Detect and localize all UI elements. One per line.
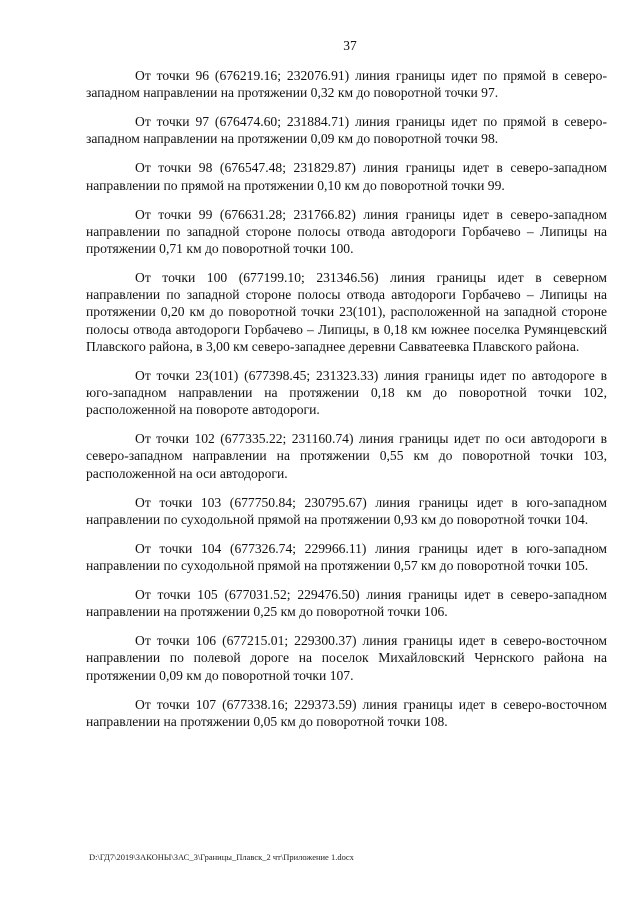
paragraph-point-106: От точки 106 (677215.01; 229300.37) линия границы идет в северо-восточном направлении по полевой дороге на поселок Михайловский Чернского района на протяжении 0,09 км до поворотной точки 107. xyxy=(86,633,607,683)
paragraph-point-102: От точки 102 (677335.22; 231160.74) линия границы идет по оси автодороги в северо-западном направлении на протяжении 0,55 км до поворотной точки 103, расположенной на оси автодороги. xyxy=(86,431,607,481)
paragraph-point-100: От точки 100 (677199.10; 231346.56) линия границы идет в северном направлении по западной стороне полосы отвода автодороги Горбачево – Липицы на протяжении 0,20 км до поворотной точки 23(101), расположенной на западной стороне полосы отвода автодороги Горбачево – Липицы, в 0,18 км южнее поселка Румянцевский Плавского района, в 3,00 км северо-западнее деревни Савватеевка Плавского района. xyxy=(86,270,607,354)
paragraph-point-97: От точки 97 (676474.60; 231884.71) линия границы идет по прямой в северо-западном направлении на протяжении 0,09 км до поворотной точки 98. xyxy=(86,114,607,147)
paragraph-point-99: От точки 99 (676631.28; 231766.82) линия границы идет в северо-западном направлении по западной стороне полосы отвода автодороги Горбачево – Липицы на протяжении 0,71 км до поворотной точки 100. xyxy=(86,206,607,257)
page-number: 37 xyxy=(343,38,357,53)
document-body xyxy=(86,67,607,742)
footer-file-path: D:\ГД7\2019\ЗАКОНЫ\ЗАС_3\Границы_Плавск_2 чт\Приложение 1.docx xyxy=(89,852,354,862)
paragraph-point-96: От точки 96 (676219.16; 232076.91) линия границы идет по прямой в северо-западном направлении на протяжении 0,32 км до поворотной точки 97. xyxy=(86,68,607,101)
paragraph-point-104: От точки 104 (677326.74; 229966.11) линия границы идет в юго-западном направлении по суходольной прямой на протяжении 0,57 км до поворотной точки 105. xyxy=(86,540,607,574)
paragraph-point-103: От точки 103 (677750.84; 230795.67) линия границы идет в юго-западном направлении по суходольной прямой на протяжении 0,93 км до поворотной точки 104. xyxy=(86,494,607,527)
paragraph-point-107: От точки 107 (677338.16; 229373.59) линия границы идет в северо-восточном направлении на протяжении 0,05 км до поворотной точки 108. xyxy=(86,696,607,729)
paragraph-point-105: От точки 105 (677031.52; 229476.50) линия границы идет в северо-западном направлении на протяжении 0,25 км до поворотной точки 106. xyxy=(86,587,607,620)
paragraph-point-98: От точки 98 (676547.48; 231829.87) линия границы идет в северо-западном направлении по прямой на протяжении 0,10 км до поворотной точки 99. xyxy=(86,160,607,193)
paragraph-point-23-101: От точки 23(101) (677398.45; 231323.33) линия границы идет по автодороге в юго-западном направлении на протяжении 0,18 км до поворотной точки 102, расположенной на повороте автодороги. xyxy=(86,367,607,418)
